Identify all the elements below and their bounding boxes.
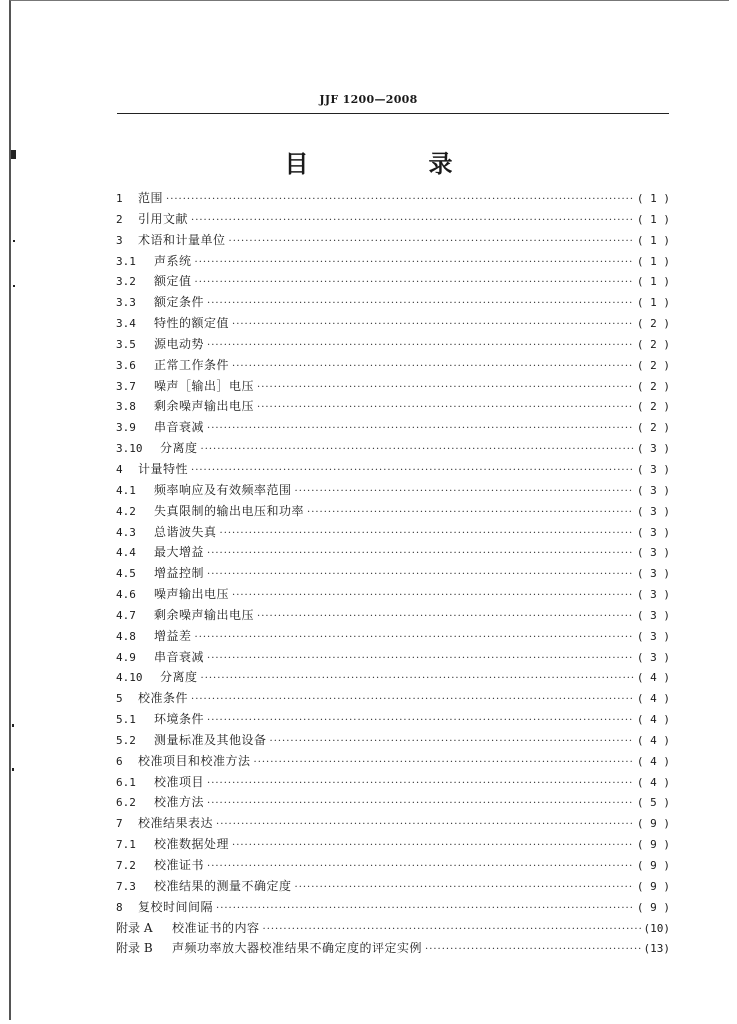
- toc-entry-page: ( 2 ): [636, 358, 670, 372]
- leader-dots: [295, 482, 634, 503]
- leader-dots: [207, 544, 634, 565]
- toc-entry[interactable]: [116, 688, 670, 709]
- toc-entry-page: ( 2 ): [636, 400, 670, 414]
- leader-dots: [207, 294, 634, 315]
- toc-entry-page: ( 3 ): [636, 546, 670, 560]
- scan-speck: [12, 724, 14, 727]
- leader-dots: [207, 794, 634, 815]
- toc-entry-title: 失真限制的输出电压和功率: [154, 503, 305, 518]
- leader-dots: [207, 711, 634, 732]
- toc-entry-number: 6.1: [116, 775, 136, 789]
- toc-entry[interactable]: [116, 855, 670, 876]
- leader-dots: [257, 607, 634, 628]
- toc-entry-number: 7.1: [116, 838, 136, 852]
- toc-entry-title: 校准证书: [154, 858, 205, 872]
- leader-dots: [220, 524, 634, 545]
- toc-entry-title: 频率响应及有效频率范围: [154, 482, 292, 497]
- toc-entry-number: 1: [116, 192, 123, 205]
- toc-entry[interactable]: [116, 501, 670, 522]
- toc-entry[interactable]: [116, 542, 670, 563]
- toc-entry[interactable]: [116, 396, 670, 417]
- toc-entry-number: 附录 B: [116, 941, 153, 956]
- toc-entry-title: 校准项目和校准方法: [138, 753, 251, 768]
- leader-dots: [257, 398, 634, 419]
- leader-dots: [207, 857, 634, 878]
- toc-entry-page: ( 3 ): [636, 588, 670, 602]
- toc-entry-number: 3.5: [116, 337, 136, 351]
- leader-dots: [207, 336, 634, 357]
- toc-entry-number: 4.4: [116, 546, 136, 560]
- toc-entry[interactable]: [116, 563, 670, 584]
- toc-entry-number: 3: [116, 233, 123, 247]
- toc-entry-page: ( 9 ): [636, 838, 670, 852]
- toc-entry-title: 正常工作条件: [154, 357, 230, 372]
- leader-dots: [191, 461, 634, 482]
- toc-entry[interactable]: [116, 355, 670, 376]
- toc-entry-page: ( 9 ): [636, 879, 670, 893]
- toc-entry-number: 3.9: [116, 421, 136, 435]
- leader-dots: [207, 774, 634, 795]
- toc-entry-page: ( 9 ): [636, 900, 670, 914]
- toc-entry[interactable]: [116, 271, 670, 292]
- toc-entry-title: 特性的额定值: [154, 316, 230, 331]
- leader-dots: [195, 273, 634, 294]
- leader-dots: [191, 690, 634, 711]
- toc-entry-page: ( 2 ): [636, 379, 670, 393]
- toc-entry-title: 总谐波失真: [154, 524, 217, 539]
- toc-entry-number: 4.10: [116, 671, 143, 685]
- toc-entry-page: ( 1 ): [636, 296, 670, 310]
- leader-dots: [307, 503, 634, 524]
- toc-entry[interactable]: [116, 438, 670, 459]
- toc-entry[interactable]: [116, 709, 670, 730]
- toc-entry-number: 6.2: [116, 796, 136, 810]
- toc-entry-title: 校准方法: [154, 795, 205, 810]
- toc-entry-number: 3.8: [116, 400, 136, 414]
- toc-entry[interactable]: [116, 292, 670, 313]
- toc-entry-number: 8: [116, 900, 123, 914]
- toc-entry-page: ( 1 ): [636, 275, 670, 289]
- toc-entry[interactable]: [116, 626, 670, 647]
- toc-entry-number: 6: [116, 754, 123, 768]
- toc-entry-number: 4.6: [116, 588, 136, 602]
- toc-entry-title: 校准证书的内容: [172, 920, 260, 935]
- toc-entry[interactable]: [116, 230, 670, 251]
- toc-entry[interactable]: [116, 730, 670, 751]
- leader-dots: [216, 899, 634, 920]
- leader-dots: [166, 190, 634, 211]
- leader-dots: [270, 732, 634, 753]
- toc-entry-title: 噪声输出电压: [154, 587, 230, 602]
- leader-dots: [207, 419, 634, 440]
- toc-entry[interactable]: [116, 188, 670, 209]
- toc-entry-page: ( 4 ): [636, 671, 670, 685]
- leader-dots: [216, 815, 634, 836]
- toc-entry-title: 校准项目: [154, 774, 205, 789]
- leader-dots: [201, 669, 634, 690]
- toc-entry-page: ( 5 ): [636, 796, 670, 810]
- toc-entry-title: 额定值: [154, 274, 192, 289]
- toc-entry[interactable]: [116, 897, 670, 918]
- toc-entry-page: ( 3 ): [636, 462, 670, 476]
- toc-entry-number: 4.5: [116, 567, 136, 581]
- header-rule: [117, 113, 669, 114]
- toc-entry-page: (10): [643, 921, 670, 935]
- toc-entry-number: 4: [116, 462, 123, 476]
- toc-entry-title: 测量标准及其他设备: [154, 732, 267, 747]
- toc-entry-page: ( 3 ): [636, 608, 670, 622]
- leader-dots: [207, 565, 634, 586]
- toc-entry[interactable]: [116, 834, 670, 855]
- toc-entry-page: ( 1 ): [636, 233, 670, 247]
- toc-entry-page: ( 2 ): [636, 421, 670, 435]
- toc-entry-number: 4.2: [116, 504, 136, 518]
- leader-dots: [425, 940, 640, 961]
- toc-entry-title: 引用文献: [138, 211, 189, 226]
- toc-entry[interactable]: [116, 417, 670, 438]
- toc-entry-number: 7.3: [116, 879, 136, 893]
- toc-entry-page: ( 4 ): [636, 713, 670, 727]
- scan-speck: [13, 285, 15, 287]
- leader-dots: [195, 253, 634, 274]
- toc-entry[interactable]: [116, 459, 670, 480]
- leader-dots: [229, 232, 634, 253]
- toc-entry-page: ( 3 ): [636, 629, 670, 643]
- toc-entry-title: 串音衰减: [154, 420, 205, 435]
- toc-entry-title: 声频功率放大器校准结果不确定度的评定实例: [172, 941, 423, 956]
- toc-entry[interactable]: [116, 480, 670, 501]
- toc-entry-page: ( 9 ): [636, 817, 670, 831]
- toc-entry-title: 声系统: [154, 253, 192, 268]
- toc-entry-number: 3.7: [116, 379, 136, 393]
- toc-entry-title: 校准数据处理: [154, 837, 230, 852]
- toc-entry-page: ( 4 ): [636, 692, 670, 706]
- toc-entry-title: 增益控制: [154, 566, 205, 581]
- toc-entry-page: ( 1 ): [636, 192, 670, 205]
- scan-speck: [13, 240, 15, 242]
- page-title: 目 录: [284, 149, 501, 178]
- leader-dots: [232, 836, 634, 857]
- toc-entry-page: ( 2 ): [636, 317, 670, 331]
- toc-entry-title: 增益差: [154, 628, 192, 643]
- toc-entry-title: 计量特性: [138, 461, 189, 476]
- toc-entry-number: 4.9: [116, 650, 136, 664]
- toc-entry[interactable]: [116, 813, 670, 834]
- toc-entry[interactable]: [116, 376, 670, 397]
- toc-entry-number: 7.2: [116, 859, 136, 872]
- toc-entry-number: 7: [116, 817, 123, 831]
- toc-entry-number: 3.6: [116, 358, 136, 372]
- toc-entry-title: 剩余噪声输出电压: [154, 607, 255, 622]
- leader-dots: [257, 378, 634, 399]
- toc-entry-title: 剩余噪声输出电压: [154, 399, 255, 414]
- toc-entry[interactable]: [116, 938, 670, 959]
- toc-entry[interactable]: [116, 876, 670, 897]
- toc-entry-number: 3.3: [116, 296, 136, 310]
- toc-entry-number: 3.10: [116, 442, 143, 456]
- toc-entry-page: ( 3 ): [636, 483, 670, 497]
- toc-entry[interactable]: [116, 772, 670, 793]
- toc-entry-page: ( 3 ): [636, 442, 670, 456]
- toc-entry[interactable]: [116, 251, 670, 272]
- toc-entry-number: 附录 A: [116, 920, 153, 935]
- leader-dots: [232, 586, 634, 607]
- toc-entry-page: ( 3 ): [636, 504, 670, 518]
- leader-dots: [232, 357, 634, 378]
- toc-entry[interactable]: [116, 667, 670, 688]
- leader-dots: [195, 628, 634, 649]
- toc-entry-title: 校准结果的测量不确定度: [154, 878, 292, 893]
- toc-entry-title: 术语和计量单位: [138, 232, 226, 247]
- toc-entry-number: 5: [116, 692, 123, 706]
- standard-code: JJF 1200—2008: [319, 93, 418, 106]
- toc-entry[interactable]: [116, 647, 670, 668]
- toc-entry-page: ( 3 ): [636, 525, 670, 539]
- toc-entry-number: 5.1: [116, 713, 136, 727]
- toc-entry-page: ( 3 ): [636, 567, 670, 581]
- toc-entry-number: 5.2: [116, 733, 136, 747]
- toc-entry[interactable]: [116, 313, 670, 334]
- toc-entry-page: ( 3 ): [636, 650, 670, 664]
- toc-entry[interactable]: [116, 584, 670, 605]
- leader-dots: [232, 315, 634, 336]
- toc-entry[interactable]: [116, 209, 670, 230]
- toc-entry-title: 噪声［输出］电压: [154, 378, 255, 393]
- toc-entry-number: 4.8: [116, 629, 136, 643]
- toc-entry-title: 分离度: [160, 441, 198, 456]
- toc-entry-number: 4.3: [116, 525, 136, 539]
- scan-speck: [12, 768, 14, 771]
- toc-entry-number: 3.4: [116, 317, 136, 331]
- toc-entry-number: 3.1: [116, 254, 136, 268]
- toc-entry-number: 2: [116, 212, 123, 226]
- toc-entry-title: 复校时间间隔: [138, 899, 214, 914]
- toc-entry-number: 4.1: [116, 483, 136, 497]
- toc-entry-page: ( 4 ): [636, 754, 670, 768]
- toc-entry-page: ( 9 ): [636, 859, 670, 872]
- toc-entry-title: 校准条件: [138, 691, 189, 706]
- toc-entry-title: 分离度: [160, 670, 198, 685]
- toc-entry-title: 最大增益: [154, 545, 205, 560]
- toc-entry-page: (13): [643, 942, 670, 956]
- toc-entry-page: ( 4 ): [636, 775, 670, 789]
- table-of-contents: [116, 188, 670, 959]
- toc-entry[interactable]: [116, 605, 670, 626]
- toc-entry-number: 3.2: [116, 275, 136, 289]
- toc-entry-page: ( 4 ): [636, 733, 670, 747]
- leader-dots: [295, 878, 634, 899]
- toc-entry-page: ( 1 ): [636, 254, 670, 268]
- leader-dots: [263, 920, 641, 941]
- leader-dots: [191, 211, 634, 232]
- toc-entry-title: 范围: [138, 191, 164, 205]
- leader-dots: [254, 753, 634, 774]
- toc-entry-page: ( 1 ): [636, 212, 670, 226]
- toc-entry-title: 源电动势: [154, 336, 205, 351]
- toc-entry[interactable]: [116, 334, 670, 355]
- toc-entry-title: 校准结果表达: [138, 816, 214, 831]
- toc-entry[interactable]: [116, 918, 670, 939]
- leader-dots: [207, 649, 634, 670]
- toc-entry-number: 4.7: [116, 608, 136, 622]
- toc-entry-title: 串音衰减: [154, 649, 205, 664]
- toc-entry[interactable]: [116, 792, 670, 813]
- leader-dots: [201, 440, 634, 461]
- toc-entry-title: 环境条件: [154, 712, 205, 727]
- toc-entry[interactable]: [116, 751, 670, 772]
- toc-entry-title: 额定条件: [154, 295, 205, 310]
- toc-entry-page: ( 2 ): [636, 337, 670, 351]
- toc-entry[interactable]: [116, 522, 670, 543]
